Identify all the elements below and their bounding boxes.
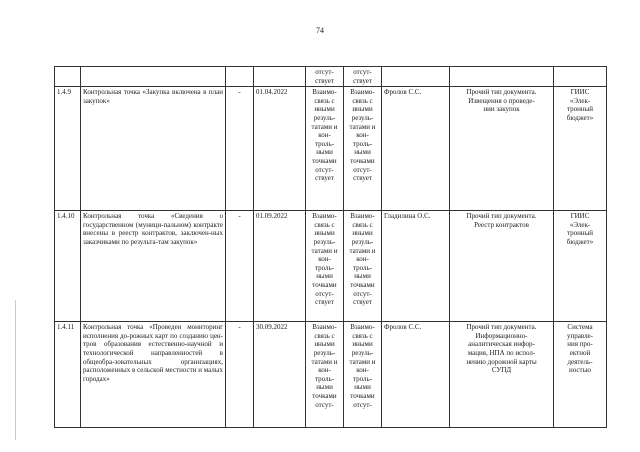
cell-desc: Контрольная точка «Закупка включена в план закупок»	[81, 87, 226, 211]
cell-result-2: Взаимо- связь с иными резуль- татами и кон- троль- ными точками отсут- ствует	[344, 211, 382, 322]
cell-num	[55, 67, 81, 87]
cell-dash: -	[226, 211, 254, 322]
cell-desc: Контрольная точка «Сведения о государственном (муници-пальном) контракте внесены в реестр контрактов, заключен-ных заказчиками по результа-там закупок»	[81, 211, 226, 322]
table-row	[55, 322, 607, 428]
cell-system: ГИИС «Элек- тронный бюджет»	[554, 87, 607, 211]
cell-system	[554, 67, 607, 87]
cell-date: 01.09.2022	[254, 211, 306, 322]
page-number: 74	[316, 26, 324, 35]
cell-desc	[81, 67, 226, 87]
cell-dash	[226, 67, 254, 87]
cell-dash: -	[226, 87, 254, 211]
cell-result-2: Взаимо- связь с иными резуль- татами и кон- троль- ными точками отсут-	[344, 322, 382, 428]
control-points-table	[54, 66, 607, 428]
margin-line	[15, 300, 16, 440]
cell-result-2: Взаимо- связь с иными резуль- татами и кон- троль- ными точками отсут- ствует	[344, 87, 382, 211]
cell-doctype	[450, 67, 554, 87]
cell-result-2: отсут- ствует	[344, 67, 382, 87]
cell-result-1: Взаимо- связь с иными резуль- татами и кон- троль- ными точками отсут- ствует	[306, 211, 344, 322]
cell-desc: Контрольная точка «Проведен мониторинг исполнения до-рожных карт по созданию цен-тров образования естественно-научной и технологической направленностей в общеобра-зовательных организациях, расположенных в сельской местности и малых городах»	[81, 322, 226, 428]
cell-result-1: отсут- ствует	[306, 67, 344, 87]
cell-system: Система управле- ния про- ектной деятель- ностью	[554, 322, 607, 428]
cell-dash: -	[226, 322, 254, 428]
cell-result-1: Взаимо- связь с иными резуль- татами и кон- троль- ными точками отсут- ствует	[306, 87, 344, 211]
cell-date	[254, 67, 306, 87]
cell-doctype: Прочий тип документа. Информационно- аналитическая инфор- мация, НПА по испол- нению дорожной карты СУПД	[450, 322, 554, 428]
cell-person: Фролов С.С.	[382, 322, 450, 428]
cell-person: Фролов С.С.	[382, 87, 450, 211]
table-row	[55, 211, 607, 322]
cell-date: 01.04.2022	[254, 87, 306, 211]
table-row-continuation	[55, 67, 607, 87]
cell-num: 1.4.9	[55, 87, 81, 211]
cell-date: 30.09.2022	[254, 322, 306, 428]
cell-num: 1.4.10	[55, 211, 81, 322]
cell-doctype: Прочий тип документа. Извещения о проведе- нии закупок	[450, 87, 554, 211]
cell-person	[382, 67, 450, 87]
cell-num: 1.4.11	[55, 322, 81, 428]
cell-system: ГИИС «Элек- тронный бюджет»	[554, 211, 607, 322]
cell-person: Гладилина О.С.	[382, 211, 450, 322]
cell-result-1: Взаимо- связь с иными резуль- татами и кон- троль- ными точками отсут-	[306, 322, 344, 428]
cell-doctype: Прочий тип документа. Реестр контрактов	[450, 211, 554, 322]
table-row	[55, 87, 607, 211]
